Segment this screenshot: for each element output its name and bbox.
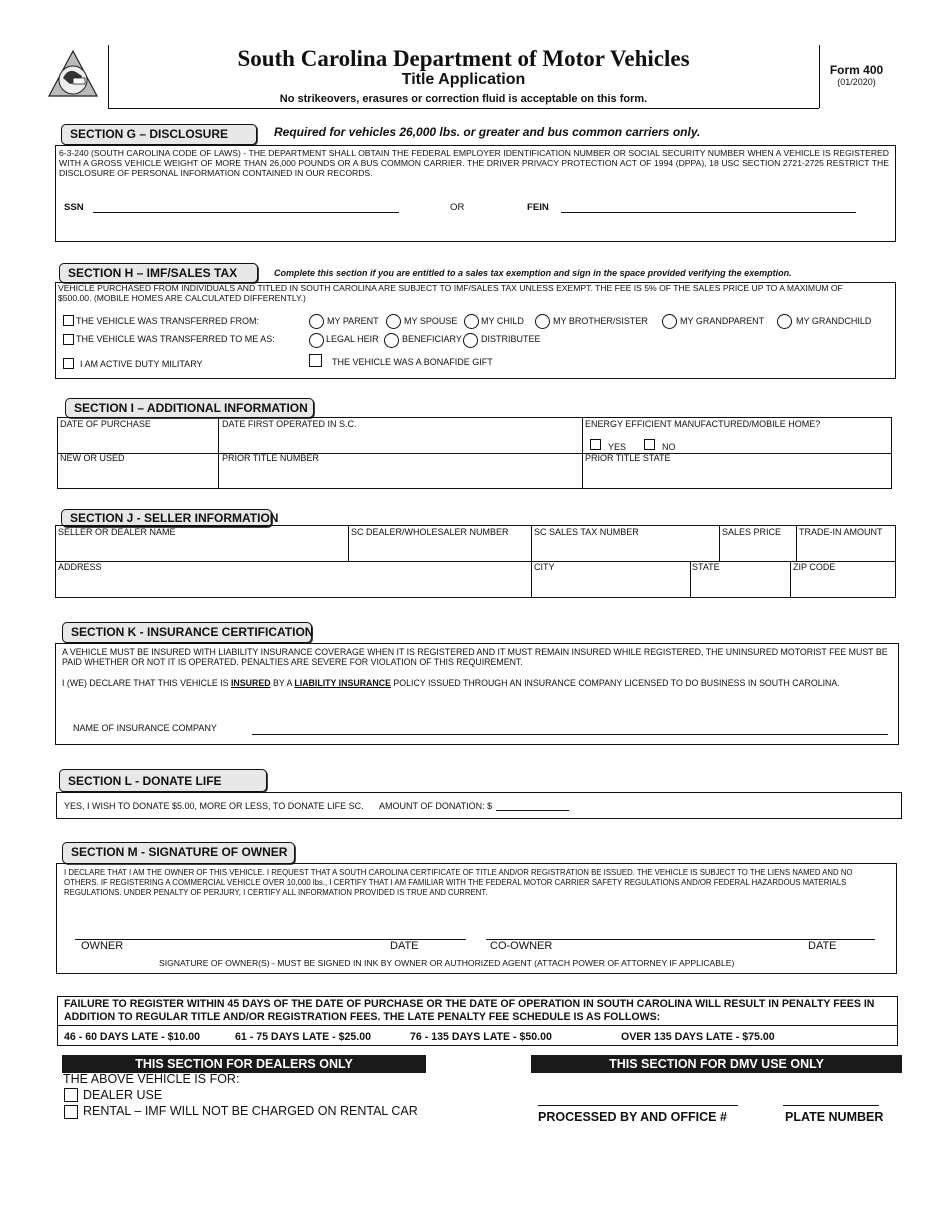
new-or-used-label: NEW OR USED — [60, 453, 125, 463]
energy-yes-checkbox[interactable] — [590, 439, 601, 450]
city-label: CITY — [534, 562, 555, 572]
section-g-note: Required for vehicles 26,000 lbs. or greater and bus common carriers only. — [274, 125, 701, 139]
owner-label: OWNER — [81, 940, 124, 952]
dealers-intro: THE ABOVE VEHICLE IS FOR: — [63, 1072, 240, 1086]
option-my-parent: MY PARENT — [327, 316, 379, 326]
prior-title-state-label: PRIOR TITLE STATE — [585, 453, 671, 463]
co-owner-label: CO-OWNER — [490, 940, 553, 952]
fein-label: FEIN — [527, 202, 549, 213]
option-my-grandchild: MY GRANDCHILD — [796, 316, 872, 326]
option-my-spouse: MY SPOUSE — [404, 316, 458, 326]
rental-checkbox[interactable] — [64, 1105, 78, 1119]
section-m-body: I DECLARE THAT I AM THE OWNER OF THIS VEHICLE. I REQUEST THAT A SOUTH CAROLINA CERTIFICATE OF TITLE AND/OR REGISTRATION BE ISSUED. THE VEHICLE IS SUBJECT TO THE LIENS NAMED AND NO OTHERS. IF REGISTERING A COMMERCIAL VEHICLE OVER 10,000 lbs., I CERTIFY THAT I AM FAMILIAR WITH THE FEDERAL MOTOR CARRIER SAFETY REGULATIONS AND/OR FEDERAL HAZARDOUS MATERIALS REGULATIONS. UNDER PENALTY OF PERJURY, I CERTIFY ALL INFORMATION PROVIDED IS TRUE AND CURRENT. — [64, 868, 853, 897]
dealer-use-label: DEALER USE — [83, 1088, 163, 1102]
processed-by-label: PROCESSED BY AND OFFICE # — [538, 1110, 727, 1124]
option-beneficiary: BENEFICIARY — [402, 334, 462, 344]
radio-my-brother-sister[interactable] — [535, 314, 550, 329]
form-date: (01/2020) — [837, 77, 876, 87]
header-bottom-rule — [108, 108, 819, 109]
processed-by-line[interactable] — [538, 1105, 738, 1106]
donate-text: YES, I WISH TO DONATE $5.00, MORE OR LESS, TO DONATE LIFE SC. — [64, 801, 364, 811]
section-h-tab: SECTION H – IMF/SALES TAX — [59, 263, 258, 283]
page-title: South Carolina Department of Motor Vehicles — [237, 46, 690, 71]
transferred-from-checkbox[interactable] — [63, 315, 74, 326]
section-j-col-3 — [719, 525, 720, 561]
dmv-seal-logo — [46, 48, 100, 102]
dealers-section-bar: THIS SECTION FOR DEALERS ONLY — [62, 1055, 426, 1073]
section-h-note: Complete this section if you are entitled to a sales tax exemption and sign in the space provided verifying the exemption. — [274, 268, 792, 278]
option-my-brother-sister: MY BROTHER/SISTER — [553, 316, 648, 326]
signature-note: SIGNATURE OF OWNER(S) - MUST BE SIGNED IN INK BY OWNER OR AUTHORIZED AGENT (ATTACH POWER OF ATTORNEY IF APPLICABLE) — [159, 958, 735, 968]
insurance-company-input-line[interactable] — [252, 734, 888, 735]
declare-part-3: POLICY ISSUED THROUGH AN INSURANCE COMPANY LICENSED TO DO BUSINESS IN SOUTH CAROLINA. — [390, 678, 840, 688]
declare-part-2: BY A — [270, 678, 295, 688]
energy-yes-label: YES — [608, 442, 627, 452]
trade-in-label: TRADE-IN AMOUNT — [799, 527, 883, 537]
co-owner-date-label: DATE — [808, 940, 837, 952]
section-i-tab: SECTION I – ADDITIONAL INFORMATION — [65, 398, 314, 418]
section-i-col-divider-1 — [218, 417, 219, 489]
energy-no-label: NO — [662, 442, 676, 452]
section-m-tab: SECTION M - SIGNATURE OF OWNER — [62, 842, 295, 864]
section-j-col-4 — [796, 525, 797, 561]
section-g-body: 6-3-240 (SOUTH CAROLINA CODE OF LAWS) - THE DEPARTMENT SHALL OBTAIN THE FEDERAL EMPLOYER IDENTIFICATION NUMBER OR SOCIAL SECURITY NUMBER WHEN A VEHICLE IS REGISTERED WITH A GROSS VEHICLE WEIGHT OF MORE THAN 26,000 POUNDS OR A BUS COMMON CARRIER. THE DRIVER PRIVACY PROTECTION ACT OF 1994 (DPPA), 18 USC SECTION 2721-2725 RESTRICT THE DISCLOSURE OF PERSONAL INFORMATION CONTAINED IN OUR RECORDS. — [59, 148, 889, 178]
energy-no-checkbox[interactable] — [644, 439, 655, 450]
declare-insured: INSURED — [230, 678, 271, 688]
zip-label: ZIP CODE — [793, 562, 836, 572]
section-j-col-1 — [348, 525, 349, 561]
dmv-section-bar: THIS SECTION FOR DMV USE ONLY — [531, 1055, 902, 1073]
section-k-tab: SECTION K - INSURANCE CERTIFICATION — [62, 622, 312, 643]
section-l-tab: SECTION L - DONATE LIFE — [59, 769, 267, 792]
section-j-row-divider — [55, 561, 896, 562]
fee-46-60: 46 - 60 DAYS LATE - $10.00 — [64, 1031, 201, 1043]
address-label: ADDRESS — [58, 562, 102, 572]
rental-label: RENTAL – IMF WILL NOT BE CHARGED ON RENTAL CAR — [83, 1104, 418, 1118]
declare-part-1: I (WE) DECLARE THAT THIS VEHICLE IS — [62, 678, 231, 688]
radio-my-grandparent[interactable] — [662, 314, 677, 329]
section-g-tab: SECTION G – DISCLOSURE — [61, 124, 257, 145]
transferred-to-label: THE VEHICLE WAS TRANSFERRED TO ME AS: — [76, 334, 275, 344]
option-my-child: MY CHILD — [481, 316, 524, 326]
radio-my-grandchild[interactable] — [777, 314, 792, 329]
plate-number-label: PLATE NUMBER — [785, 1110, 884, 1124]
section-j-col-6 — [790, 561, 791, 598]
option-legal-heir: LEGAL HEIR — [326, 334, 379, 344]
transferred-to-checkbox[interactable] — [63, 334, 74, 345]
sales-tax-number-label: SC SALES TAX NUMBER — [534, 527, 639, 537]
date-first-operated-label: DATE FIRST OPERATED IN S.C. — [222, 419, 357, 429]
header-notice: No strikeovers, erasures or correction fluid is acceptable on this form. — [279, 93, 648, 105]
section-j-col-5 — [690, 561, 691, 598]
dealer-use-checkbox[interactable] — [64, 1088, 78, 1102]
radio-my-child[interactable] — [464, 314, 479, 329]
section-j-col-2 — [531, 525, 532, 598]
insurance-declaration — [62, 678, 840, 688]
option-distributee: DISTRIBUTEE — [481, 334, 541, 344]
section-i-row-divider — [57, 453, 892, 454]
military-label: I AM ACTIVE DUTY MILITARY — [80, 359, 203, 369]
fee-over-135: OVER 135 DAYS LATE - $75.00 — [621, 1031, 775, 1043]
gift-checkbox[interactable] — [309, 354, 322, 367]
section-j-tab: SECTION J - SELLER INFORMATION — [61, 509, 272, 527]
transferred-from-label: THE VEHICLE WAS TRANSFERRED FROM: — [76, 316, 260, 326]
radio-beneficiary[interactable] — [384, 333, 399, 348]
penalty-divider — [57, 1025, 898, 1026]
state-label: STATE — [692, 562, 720, 572]
or-label: OR — [450, 202, 465, 213]
insurance-company-label: NAME OF INSURANCE COMPANY — [73, 723, 217, 733]
donation-amount-input-line[interactable] — [496, 810, 569, 811]
gift-label: THE VEHICLE WAS A BONAFIDE GIFT — [332, 357, 493, 367]
penalty-text: FAILURE TO REGISTER WITHIN 45 DAYS OF THE DATE OF PURCHASE OR THE DATE OF OPERATION IN SOUTH CAROLINA WILL RESULT IN PENALTY FEES IN ADDITION TO REGULAR TITLE AND/OR REGISTRATION FEES. THE LATE PENALTY FEE SCHEDULE IS AS FOLLOWS: — [64, 998, 875, 1023]
ssn-input-line[interactable] — [93, 212, 399, 213]
military-checkbox[interactable] — [63, 358, 74, 369]
page-subtitle: Title Application — [401, 71, 526, 88]
section-h-body: VEHICLE PURCHASED FROM INDIVIDUALS AND TITLED IN SOUTH CAROLINA ARE SUBJECT TO IMF/SALES TAX UNLESS EXEMPT. THE FEE IS 5% OF THE SALES PRICE UP TO A MAXIMUM OF $500.00. (MOBILE HOMES ARE CALCULATED DIFFERENTLY.) — [58, 283, 843, 303]
radio-my-parent[interactable] — [309, 314, 324, 329]
sales-price-label: SALES PRICE — [722, 527, 782, 537]
ssn-label: SSN — [64, 202, 84, 213]
radio-distributee[interactable] — [463, 333, 478, 348]
energy-efficient-label: ENERGY EFFICIENT MANUFACTURED/MOBILE HOME? — [585, 419, 821, 429]
section-i-col-divider-2 — [582, 417, 583, 489]
fein-input-line[interactable] — [561, 212, 856, 213]
option-my-grandparent: MY GRANDPARENT — [680, 316, 765, 326]
fee-61-75: 61 - 75 DAYS LATE - $25.00 — [235, 1031, 372, 1043]
section-k-body: A VEHICLE MUST BE INSURED WITH LIABILITY INSURANCE COVERAGE WHEN IT IS REGISTERED AND IT MUST REMAIN INSURED WHILE REGISTERED, THE UNINSURED MOTORIST FEE MUST BE PAID WHETHER OR NOT IT IS OPERATED. PENALTIES ARE SEVERE FOR VIOLATION OF THIS REQUIREMENT. — [62, 647, 888, 667]
radio-legal-heir[interactable] — [309, 333, 324, 348]
radio-my-spouse[interactable] — [386, 314, 401, 329]
date-of-purchase-label: DATE OF PURCHASE — [60, 419, 151, 429]
declare-liability: LIABILITY INSURANCE — [294, 678, 391, 688]
seller-name-label: SELLER OR DEALER NAME — [58, 527, 176, 537]
form-number: Form 400 — [829, 63, 884, 77]
owner-date-label: DATE — [390, 940, 419, 952]
donation-amount-label: AMOUNT OF DONATION: $ — [379, 801, 493, 811]
fee-76-135: 76 - 135 DAYS LATE - $50.00 — [410, 1031, 552, 1043]
plate-number-line[interactable] — [783, 1105, 879, 1106]
prior-title-number-label: PRIOR TITLE NUMBER — [222, 453, 319, 463]
dealer-number-label: SC DEALER/WHOLESALER NUMBER — [351, 527, 509, 537]
